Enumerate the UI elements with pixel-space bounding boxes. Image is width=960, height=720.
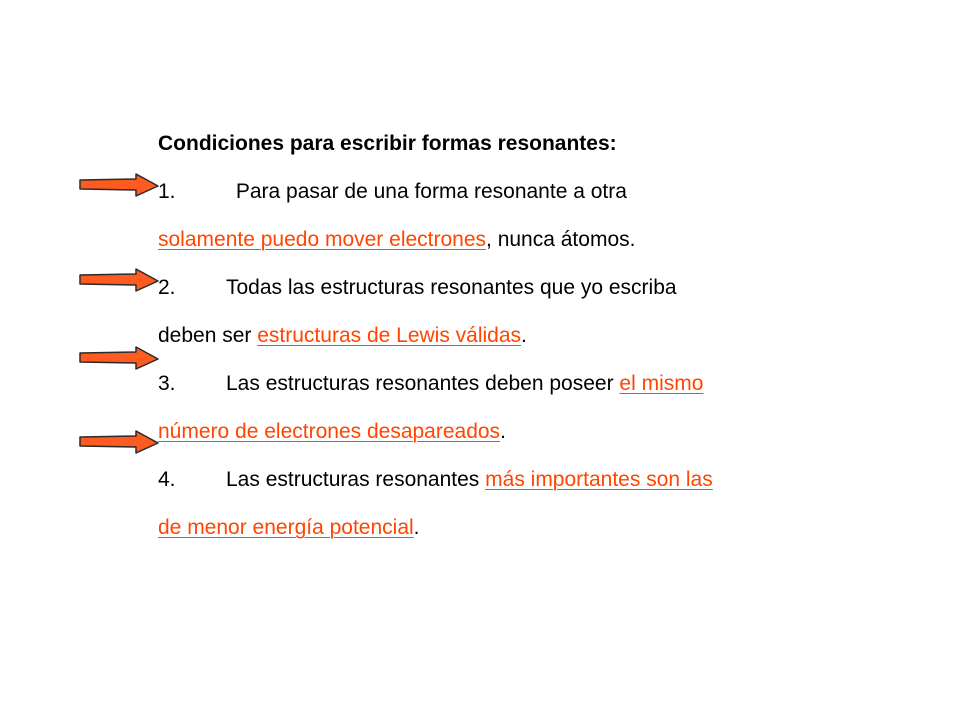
- item-1-line-1: [158, 168, 858, 216]
- item-text: .: [500, 420, 506, 443]
- highlighted-text: el mismo: [619, 372, 704, 395]
- arrow-right-icon: [78, 430, 160, 454]
- highlighted-text: más importantes son las: [485, 468, 713, 491]
- arrow-right-icon: [78, 346, 160, 370]
- arrow-right-icon: [78, 173, 160, 197]
- item-1-line-2: [158, 216, 858, 264]
- highlighted-text: estructuras de Lewis válidas: [257, 324, 522, 347]
- highlighted-text: número de electrones desapareados: [158, 420, 501, 443]
- item-number: 1.: [158, 180, 176, 203]
- item-number: 2.: [158, 276, 176, 299]
- item-4-line-2: [158, 504, 858, 552]
- item-text: , nunca átomos.: [486, 228, 636, 251]
- item-3-line-1: [158, 360, 858, 408]
- slide-title: Condiciones para escribir formas resonantes:: [158, 132, 617, 155]
- highlighted-text: solamente puedo mover electrones: [158, 228, 487, 251]
- item-text: Para pasar de una forma resonante a otra: [230, 180, 627, 203]
- item-4-line-1: [158, 456, 858, 504]
- item-text: Las estructuras resonantes deben poseer: [226, 372, 620, 395]
- item-number: 3.: [158, 372, 176, 395]
- item-number: 4.: [158, 468, 176, 491]
- item-text: deben ser: [158, 324, 258, 347]
- item-2-line-1: [158, 264, 858, 312]
- item-text: .: [413, 516, 420, 539]
- item-2-line-2: [158, 312, 858, 360]
- item-text: .: [521, 324, 527, 347]
- item-3-line-2: [158, 408, 858, 456]
- arrow-right-icon: [78, 268, 160, 292]
- item-text: Todas las estructuras resonantes que yo escriba: [226, 276, 677, 299]
- conditions-text: [158, 120, 858, 552]
- item-text: Las estructuras resonantes: [226, 468, 486, 491]
- highlighted-text: de menor energía potencial: [158, 516, 414, 539]
